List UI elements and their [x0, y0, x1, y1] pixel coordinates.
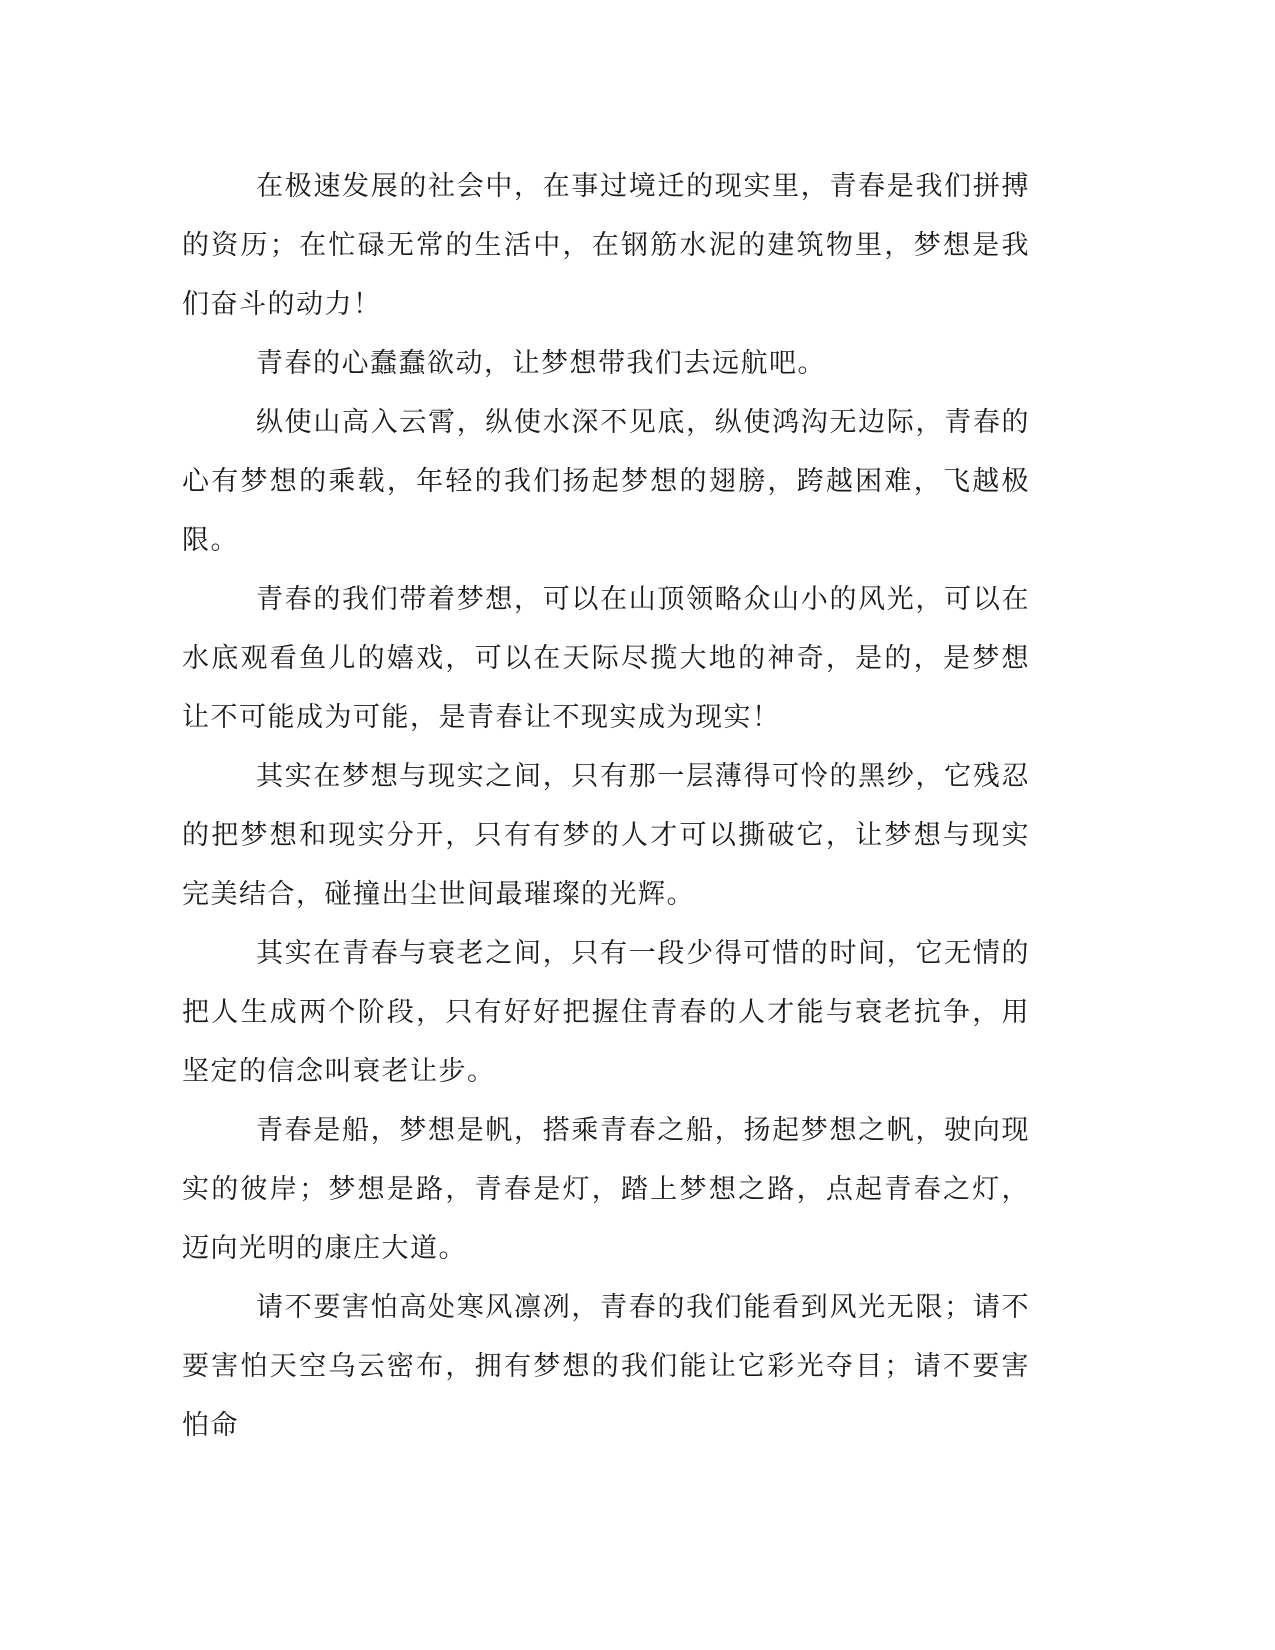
- paragraph: 青春是船，梦想是帆，搭乘青春之船，扬起梦想之帆，驶向现实的彼岸；梦想是路，青春是灯，踏上梦想之路，点起青春之灯，迈向光明的康庄大道。: [182, 1115, 1030, 1264]
- document-body: [182, 157, 1030, 1455]
- paragraph: 青春的我们带着梦想，可以在山顶领略众山小的风光，可以在水底观看鱼儿的嬉戏，可以在天际尽揽大地的神奇，是的，是梦想让不可能成为可能，是青春让不现实成为现实！: [182, 584, 1030, 733]
- paragraph: 青春的心蠢蠢欲动，让梦想带我们去远航吧。: [256, 348, 826, 379]
- paragraph: 请不要害怕高处寒风凛冽，青春的我们能看到风光无限；请不要害怕天空乌云密布，拥有梦想的我们能让它彩光夺目；请不要害怕命: [182, 1292, 1030, 1441]
- paragraph: 纵使山高入云霄，纵使水深不见底，纵使鸿沟无边际，青春的心有梦想的乘载，年轻的我们扬起梦想的翅膀，跨越困难，飞越极限。: [182, 407, 1030, 556]
- paragraph: 其实在梦想与现实之间，只有那一层薄得可怜的黑纱，它残忍的把梦想和现实分开，只有有梦的人才可以撕破它，让梦想与现实完美结合，碰撞出尘世间最璀璨的光辉。: [182, 761, 1030, 910]
- paragraph: 在极速发展的社会中，在事过境迁的现实里，青春是我们拼搏的资历；在忙碌无常的生活中，在钢筋水泥的建筑物里，梦想是我们奋斗的动力！: [182, 171, 1030, 320]
- paragraph: 其实在青春与衰老之间，只有一段少得可惜的时间，它无情的把人生成两个阶段，只有好好把握住青春的人才能与衰老抗争，用坚定的信念叫衰老让步。: [182, 938, 1030, 1087]
